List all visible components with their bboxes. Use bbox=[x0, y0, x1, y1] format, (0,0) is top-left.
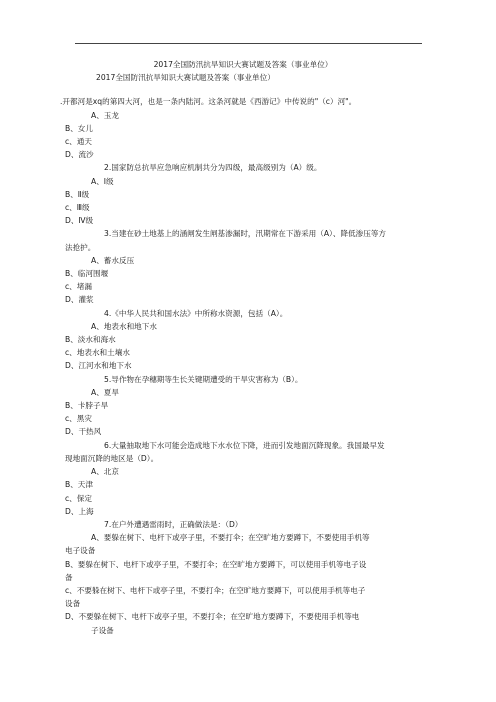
spacer bbox=[60, 84, 426, 95]
option-line: D、灌浆 bbox=[65, 295, 94, 305]
option-line: D、流沙 bbox=[65, 150, 94, 160]
option-line: A、玉龙 bbox=[91, 110, 119, 120]
document-body bbox=[60, 58, 426, 637]
option-line: D、Ⅳ级 bbox=[65, 216, 94, 226]
question-line: .开都河是xq的第四大河，也是一条内陆河。这条河就是《西游记》中传说的"（c）河"。 bbox=[60, 97, 357, 107]
question-line: 3.当建在砂土地基上的涵闸发生闸基渗漏时，汛期常在下游采用（A）、降低渗压等方 bbox=[104, 229, 387, 239]
option-line: A、要躲在树下、电杆下或亭子里，不要打伞；在空旷地方要蹲下，不要使用手机等 bbox=[91, 533, 370, 543]
document-title: 2017全国防汛抗旱知识大赛试题及答案（事业单位） bbox=[153, 60, 333, 69]
option-line-continued: 子设备 bbox=[91, 625, 114, 635]
option-line: A、夏旱 bbox=[91, 387, 119, 397]
question-line: 4.《中华人民共和国水法》中所称水资源，包括（A）。 bbox=[104, 308, 288, 318]
option-line-continued: 电子设备 bbox=[65, 546, 96, 556]
option-line: c、地表水和土壤水 bbox=[65, 348, 130, 358]
header-rule bbox=[75, 43, 422, 44]
option-line: D、不要躲在树下、电杆下或亭子里，不要打伞；在空旷地方要蹲下，不要使用手机等电 bbox=[65, 612, 360, 622]
option-line: c、Ⅲ级 bbox=[65, 203, 90, 213]
question-line: 6.大量抽取地下水可能会造成地下水水位下降，进而引发地面沉降现象。我国最早发 bbox=[104, 440, 385, 450]
option-line: c、保定 bbox=[65, 493, 92, 503]
option-line: A、地表水和地下水 bbox=[91, 321, 157, 331]
option-line: c、黑灾 bbox=[65, 414, 92, 424]
option-line: D、江河水和地下水 bbox=[65, 361, 132, 371]
option-line: B、女儿 bbox=[65, 123, 93, 133]
option-line-continued: 设备 bbox=[65, 599, 81, 609]
option-line: A、Ⅰ级 bbox=[91, 176, 114, 186]
option-line: D、干热风 bbox=[65, 427, 102, 437]
option-line: D、上海 bbox=[65, 506, 94, 516]
option-line: B、卡脖子旱 bbox=[65, 401, 109, 411]
option-line: c、堵漏 bbox=[65, 282, 92, 292]
document-subtitle: 2017全国防汛抗旱知识大赛试题及答案（事业单位） bbox=[96, 73, 275, 83]
question-line: 2.国家防总抗旱应急响应机制共分为四级，最高级别为（A）级。 bbox=[104, 163, 322, 173]
question-line: 5.导作物在孕穗期等生长关键期遭受的干旱灾害称为（B）。 bbox=[104, 374, 303, 384]
option-line-continued: 备 bbox=[65, 572, 73, 582]
option-line: B、天津 bbox=[65, 480, 93, 490]
option-line: A、北京 bbox=[91, 467, 119, 477]
option-line: B、要躲在树下、电杆下或亭子里，不要打伞；在空旷地方要蹲下，可以使用手机等电子设 bbox=[65, 559, 367, 569]
question-line-continued: 现地面沉降的地区是（D）。 bbox=[65, 453, 159, 463]
option-line: A、蓄水反压 bbox=[91, 255, 135, 265]
option-line: B、Ⅱ级 bbox=[65, 189, 90, 199]
question-line-continued: 法抢护。 bbox=[65, 242, 96, 252]
option-line: B、临河围堰 bbox=[65, 269, 109, 279]
option-line: c、不要躲在树下、电杆下或亭子里，不要打伞；在空旷地方要蹲下，可以使用手机等电子 bbox=[65, 585, 366, 595]
option-line: B、淡水和海水 bbox=[65, 335, 116, 345]
option-line: c、通天 bbox=[65, 137, 92, 147]
question-line: 7.在户外遭遇雷雨时，正确做法是：（D） bbox=[104, 519, 243, 529]
